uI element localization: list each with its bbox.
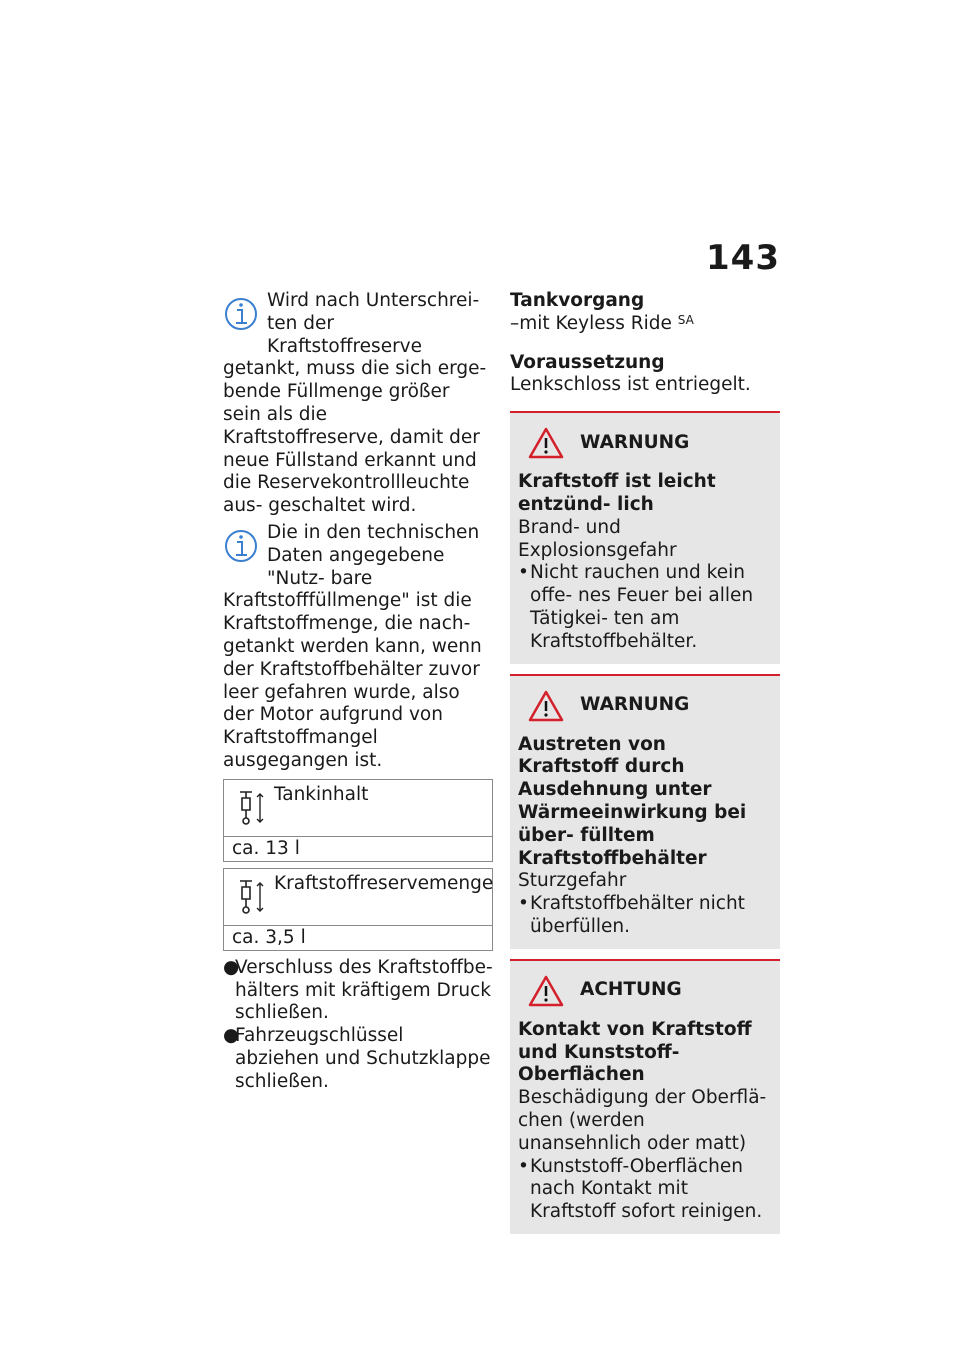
instruction-list xyxy=(223,957,493,1094)
info-note-2 xyxy=(223,522,493,773)
warning-label: WARNUNG xyxy=(580,694,690,716)
warning-consequence: Brand- und Explosionsgefahr xyxy=(518,516,677,561)
info-icon xyxy=(223,524,263,568)
left-column xyxy=(223,290,493,1094)
warning-box-1 xyxy=(510,411,780,663)
caution-consequence: Beschädigung der Oberflä- chen (werden unansehnlich oder matt) xyxy=(518,1087,767,1154)
warning-triangle-icon xyxy=(528,975,564,1007)
warning-action: • Nicht rauchen und kein offe- nes Feuer bei allen Tätigkei- ten am Kraftstoffbehälter. xyxy=(518,562,754,652)
tank-capacity-value: ca. 13 l xyxy=(232,837,300,859)
info-note-2-text: Die in den technischen Daten angegebene "Nutz- bare Kraftstofffüllmenge" ist die Kraftstoffmenge, die nach- getankt werden kann, wenn der Kraftstoffbehälter zuvor leer gefahren wurde, also der Motor aufgrund von Kraftstoffmangel ausgegangen ist. xyxy=(223,521,482,771)
fuel-tank-icon xyxy=(238,788,266,828)
warning-label: WARNUNG xyxy=(580,431,690,453)
right-column xyxy=(510,290,780,1234)
bullet-icon: • xyxy=(518,1155,529,1177)
page-number: 143 xyxy=(706,238,780,278)
info-note-1-text: Wird nach Unterschrei- ten der Kraftstoffreserve getankt, muss die sich erge- bende Füllmenge größer sein als die Kraftstoffreserve, damit der neue Füllstand erkannt und die Reservekontrollleuchte aus- geschaltet wird. xyxy=(223,290,487,517)
prerequisite-title: Voraussetzung xyxy=(510,351,665,373)
bullet-icon: ● xyxy=(223,956,240,978)
special-equipment-mark: SA xyxy=(677,312,694,327)
warning-triangle-icon xyxy=(528,427,564,459)
fuel-reserve-icon xyxy=(238,877,266,917)
caution-label: ACHTUNG xyxy=(580,979,682,1001)
warning-consequence: Sturzgefahr xyxy=(518,870,627,892)
caution-box xyxy=(510,959,780,1234)
info-note-1 xyxy=(223,290,493,518)
caution-action: • Kunststoff-Oberflächen nach Kontakt mit Kraftstoff sofort reinigen. xyxy=(518,1155,763,1223)
warning-title: Kraftstoff ist leicht entzünd- lich xyxy=(518,471,716,515)
reserve-label: Kraftstoffreservemenge xyxy=(274,872,494,894)
warning-action: • Kraftstoffbehälter nicht überfüllen. xyxy=(518,893,745,937)
bullet-icon: • xyxy=(518,893,529,915)
bullet-icon: ● xyxy=(223,1025,240,1047)
reserve-value: ca. 3,5 l xyxy=(232,926,306,948)
tank-capacity-label: Tankinhalt xyxy=(274,783,369,805)
list-item: ● Fahrzeugschlüssel abziehen und Schutzklappe schließen. xyxy=(223,1025,491,1092)
reserve-table xyxy=(223,868,493,951)
warning-title: Austreten von Kraftstoff durch Ausdehnung unter Wärmeeinwirkung bei über- fülltem Kraftstoffbehälter xyxy=(518,733,747,869)
list-item: ● Verschluss des Kraftstoffbe- hälters mit kräftigem Druck schließen. xyxy=(223,956,493,1024)
tank-capacity-table xyxy=(223,779,493,862)
section-heading: Tankvorgang xyxy=(510,290,645,311)
bullet-icon: • xyxy=(518,562,529,584)
warning-box-2 xyxy=(510,674,780,949)
caution-title: Kontakt von Kraftstoff und Kunststoff-Oberflächen xyxy=(518,1018,752,1086)
warning-triangle-icon xyxy=(528,690,564,722)
prerequisite-text: Lenkschloss ist entriegelt. xyxy=(510,374,751,396)
section-subheading: –mit Keyless Ride $^{SA}$ xyxy=(510,312,694,334)
info-icon xyxy=(223,292,263,336)
